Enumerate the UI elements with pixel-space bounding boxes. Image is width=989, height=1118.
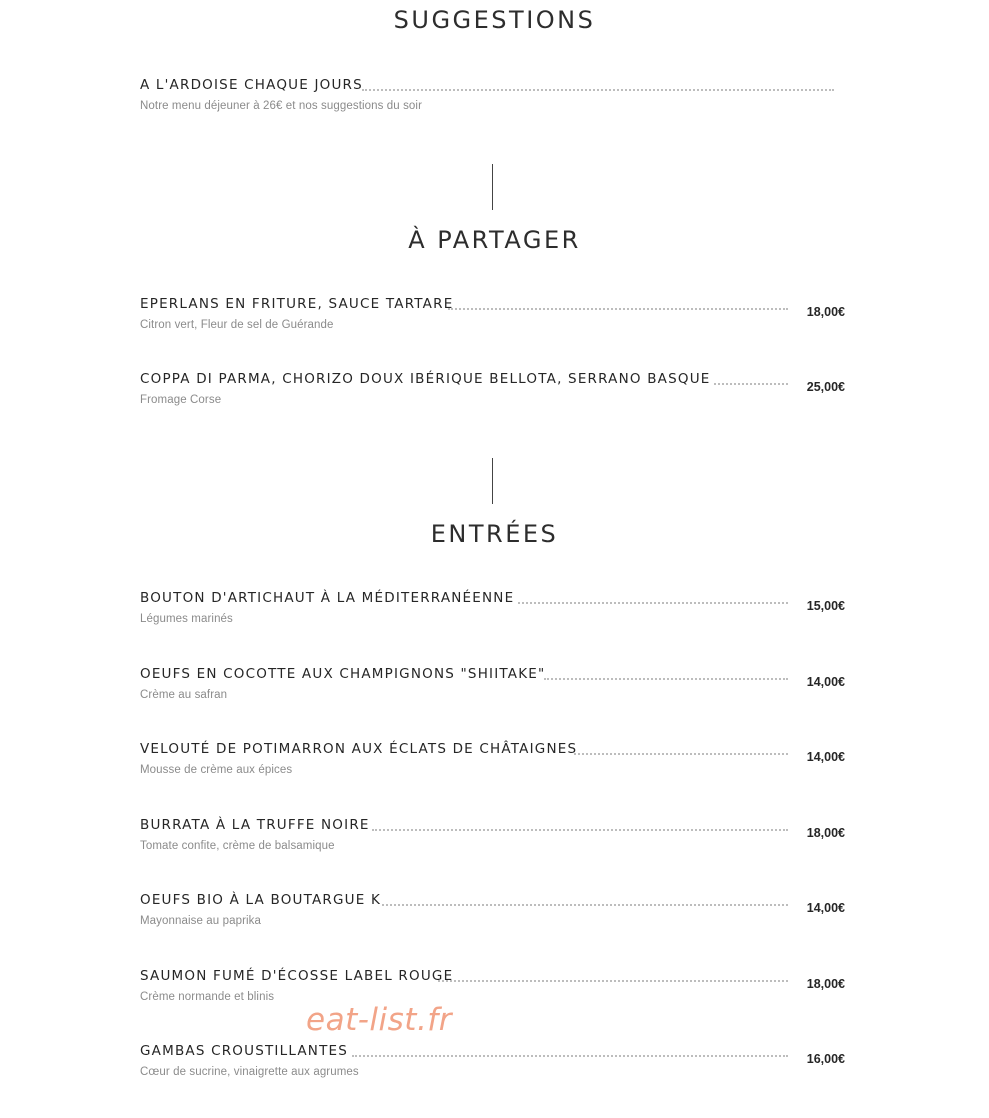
item-description: Cœur de sucrine, vinaigrette aux agrumes	[140, 1066, 359, 1078]
item-name: GAMBAS CROUSTILLANTES	[140, 1043, 349, 1059]
section-title-suggestions: SUGGESTIONS	[393, 6, 596, 34]
item-price: 18,00€	[806, 977, 845, 991]
item-description: Citron vert, Fleur de sel de Guérande	[140, 319, 334, 331]
item-name: VELOUTÉ DE POTIMARRON AUX ÉCLATS DE CHÂTAIGNES	[140, 741, 578, 757]
item-description: Tomate confite, crème de balsamique	[140, 840, 335, 852]
dot-leader	[438, 980, 788, 982]
menu-item	[140, 967, 845, 1011]
item-price: 14,00€	[806, 750, 845, 764]
watermark-text: eat-list.fr	[306, 1002, 452, 1038]
item-name: SAUMON FUMÉ D'ÉCOSSE LABEL ROUGE	[140, 968, 454, 984]
dot-leader	[382, 904, 788, 906]
menu-item	[140, 891, 845, 935]
item-price: 14,00€	[806, 901, 845, 915]
menu-item	[140, 589, 845, 633]
dot-leader	[372, 829, 788, 831]
item-description: Mayonnaise au paprika	[140, 915, 262, 927]
item-price: 15,00€	[806, 599, 845, 613]
item-description: Légumes marinés	[140, 613, 233, 625]
section-divider	[492, 164, 493, 210]
item-description: Crème au safran	[140, 689, 228, 701]
section-title-entrees: ENTRÉES	[430, 520, 559, 548]
dot-leader	[714, 383, 788, 385]
item-name: COPPA DI PARMA, CHORIZO DOUX IBÉRIQUE BELLOTA, SERRANO BASQUE	[140, 371, 711, 387]
item-name: OEUFS BIO À LA BOUTARGUE K	[140, 892, 382, 908]
item-price: 14,00€	[806, 675, 845, 689]
item-name: EPERLANS EN FRITURE, SAUCE TARTARE	[140, 296, 454, 312]
item-description: Notre menu déjeuner à 26€ et nos suggestions du soir	[140, 100, 423, 112]
section-divider	[492, 458, 493, 504]
dot-leader	[518, 602, 788, 604]
item-description: Crème normande et blinis	[140, 991, 275, 1003]
item-price: 16,00€	[806, 1052, 845, 1066]
item-name: BOUTON D'ARTICHAUT À LA MÉDITERRANÉENNE	[140, 590, 515, 606]
dot-leader	[362, 89, 834, 91]
menu-item	[140, 370, 845, 414]
dot-leader	[544, 678, 788, 680]
dot-leader	[448, 308, 788, 310]
item-price: 18,00€	[806, 305, 845, 319]
menu-item	[140, 816, 845, 860]
dot-leader	[352, 1055, 788, 1057]
menu-item	[140, 1042, 845, 1086]
item-description: Mousse de crème aux épices	[140, 764, 293, 776]
item-name: BURRATA À LA TRUFFE NOIRE	[140, 817, 370, 833]
menu-item	[140, 295, 845, 339]
dot-leader	[574, 753, 788, 755]
section-title-a-partager: À PARTAGER	[408, 226, 581, 254]
item-price: 25,00€	[806, 380, 845, 394]
menu-item	[140, 76, 845, 120]
item-price: 18,00€	[806, 826, 845, 840]
menu-item	[140, 740, 845, 784]
item-name: OEUFS EN COCOTTE AUX CHAMPIGNONS "SHIITAKE"	[140, 666, 546, 682]
item-name: A L'ARDOISE CHAQUE JOURS	[140, 77, 363, 93]
item-description: Fromage Corse	[140, 394, 222, 406]
menu-item	[140, 665, 845, 709]
